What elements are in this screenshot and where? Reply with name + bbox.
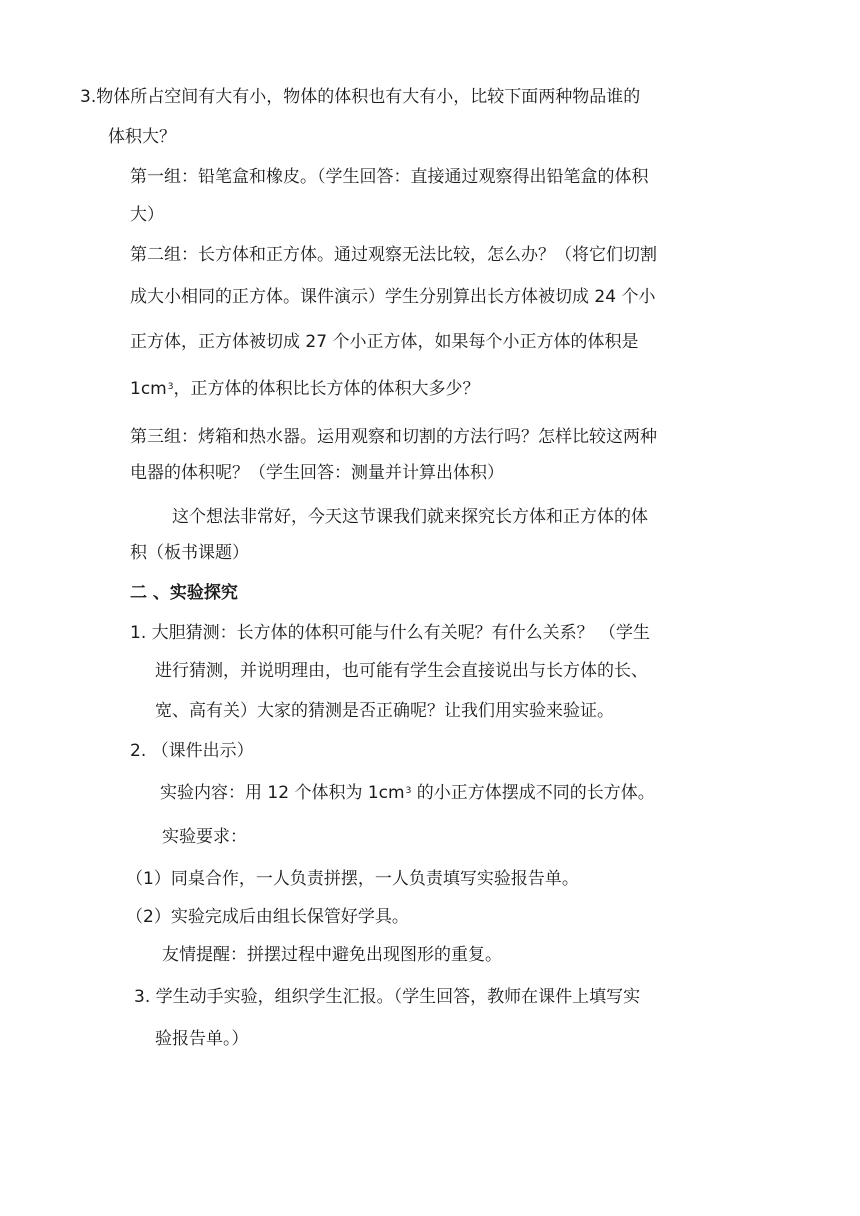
item2-content-suffix: 的小正方体摆成不同的长方体。: [411, 783, 655, 803]
volume-unit: 1cm: [130, 379, 167, 399]
transition-line1: 这个想法非常好，今天这节课我们就来探究长方体和正方体的体: [172, 507, 648, 527]
section3-line1: [80, 86, 640, 108]
section3-number: 3.: [80, 87, 97, 107]
item2-requirements: 实验要求：: [162, 827, 247, 847]
item3-line1: [134, 986, 640, 1008]
item2-req1: （1）同桌合作，一人负责拼摆，一人负责填写实验报告单。: [126, 869, 579, 889]
unit-exponent: 3: [167, 382, 174, 392]
item2-number: 2.: [130, 741, 147, 761]
item3-text: 学生动手实验，组织学生汇报。（学生回答，教师在课件上填写实: [155, 987, 641, 1007]
item2-content-prefix: 实验内容：用 12 个体积为: [160, 783, 368, 803]
item1-line3: 宽、高有关）大家的猜测是否正确呢？让我们用实验来验证。: [155, 701, 614, 721]
unit-exponent: 3: [405, 786, 412, 796]
section-heading-experiment: 二 、实验探究: [130, 583, 238, 603]
item1-line1: [130, 622, 650, 644]
item2-req2: （2）实验完成后由组长保管好学具。: [126, 907, 409, 927]
group1-line2: 大）: [130, 205, 164, 225]
item1-line2: 进行猜测，并说明理由，也可能有学生会直接说出与长方体的长、: [155, 661, 648, 681]
item2-line1: [130, 740, 254, 762]
item3-line2: 验报告单。）: [155, 1029, 249, 1049]
section3-line2: 体积大？: [108, 127, 176, 147]
item2-label: （课件出示）: [151, 741, 254, 761]
group2-line1: 第二组：长方体和正方体。通过观察无法比较，怎么办？（将它们切割: [130, 245, 657, 265]
volume-unit: 1cm: [367, 783, 405, 803]
group2-line3: 正方体，正方体被切成 27 个小正方体，如果每个小正方体的体积是: [130, 332, 639, 352]
transition-line2: 积（板书课题）: [130, 543, 249, 563]
group2-line4-text: ，正方体的体积比长方体的体积大多少？: [173, 379, 480, 399]
section3-text: 物体所占空间有大有小，物体的体积也有大有小，比较下面两种物品谁的: [96, 87, 641, 107]
group2-line2: 成大小相同的正方体。课件演示）学生分别算出长方体被切成 24 个小: [130, 287, 656, 307]
item1-number: 1.: [130, 623, 147, 643]
group2-line4: [130, 378, 479, 400]
item1-text: 大胆猜测：长方体的体积可能与什么有关呢？有什么关系？ （学生: [151, 623, 651, 643]
group1-line1: 第一组：铅笔盒和橡皮。（学生回答：直接通过观察得出铅笔盒的体积: [130, 167, 649, 187]
item3-number: 3.: [134, 987, 151, 1007]
group3-line1: 第三组：烤箱和热水器。运用观察和切割的方法行吗？怎样比较这两种: [130, 427, 657, 447]
item2-reminder: 友情提醒：拼摆过程中避免出现图形的重复。: [162, 945, 502, 965]
item2-content: [160, 782, 655, 804]
group3-line2: 电器的体积呢？（学生回答：测量并计算出体积）: [130, 463, 504, 483]
